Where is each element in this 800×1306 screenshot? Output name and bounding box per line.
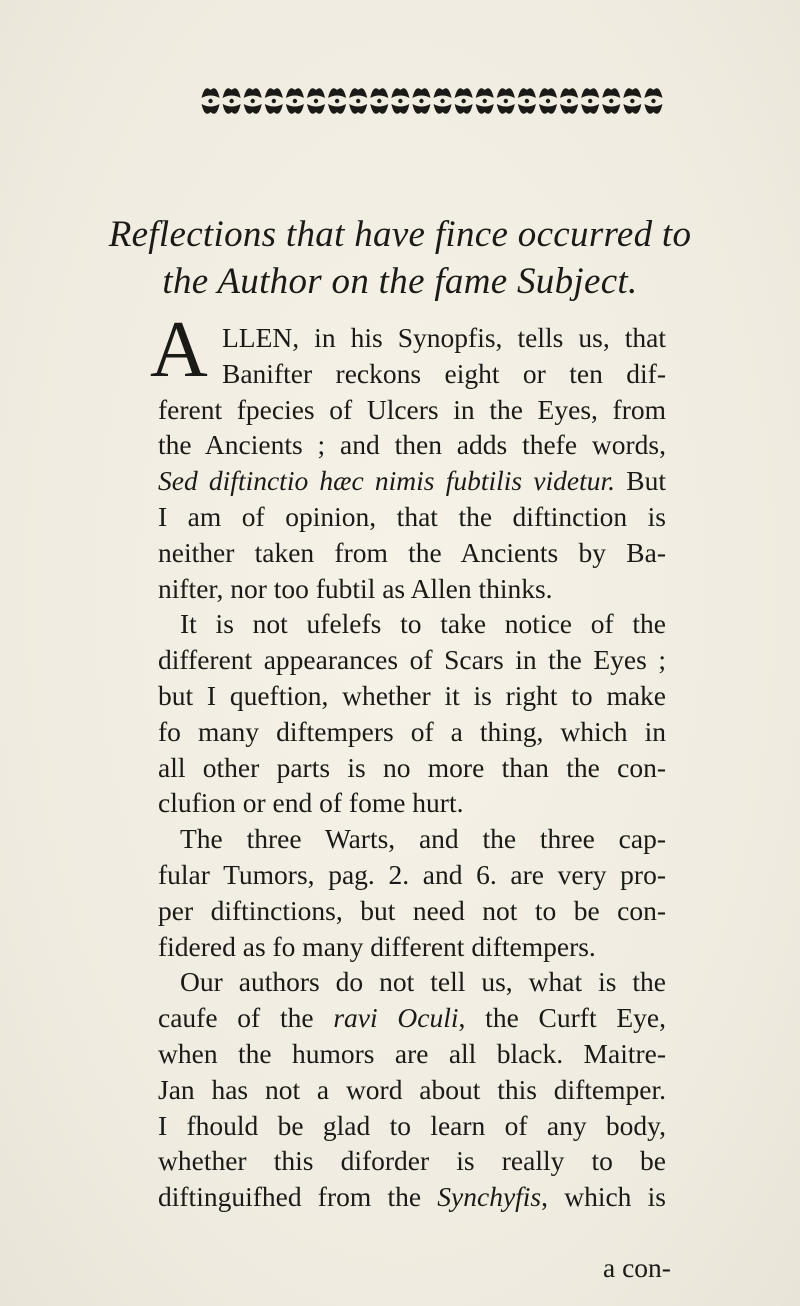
- ornament-fleuron: [518, 88, 536, 114]
- ornament-fleuron: [602, 88, 620, 114]
- text-line: but I queftion, whether it is right to make: [158, 679, 666, 711]
- text-line: the Ancients ; and then adds thefe words,: [158, 429, 666, 461]
- text-line: different appearances of Scars in the Eyes ;: [158, 644, 666, 676]
- ornament-fleuron: [434, 88, 452, 114]
- ornament-fleuron: [412, 88, 430, 114]
- text-line: Sed diftinctio hæc nimis fubtilis videtur. But: [158, 465, 667, 497]
- catchword: a con-: [603, 1252, 671, 1283]
- text-line: caufe of the ravi Oculi, the Curft Eye,: [158, 1002, 666, 1034]
- drop-cap: A: [150, 306, 208, 394]
- ornament-fleuron: [286, 88, 304, 114]
- text-line: fo many diftempers of a thing, which in: [158, 715, 666, 747]
- text-line: LLEN, in his Synopfis, tells us, that: [222, 322, 666, 353]
- text-line: The three Warts, and the three cap-: [180, 823, 666, 855]
- text-line: diftinguifhed from the Synchyfis, which is: [158, 1181, 666, 1213]
- text-line: I am of opinion, that the diftinction is: [158, 500, 666, 532]
- ornament-fleuron: [581, 88, 599, 114]
- ornament-fleuron: [349, 88, 367, 114]
- text-line: ferent fpecies of Ulcers in the Eyes, from: [158, 393, 666, 425]
- ornament-fleuron: [328, 88, 346, 114]
- ornament-fleuron: [644, 88, 662, 114]
- ornament-fleuron: [223, 88, 241, 114]
- text-line: I fhould be glad to learn of any body,: [158, 1109, 666, 1141]
- section-heading-line-1: Reflections that have fince occurred to: [108, 214, 692, 255]
- first-paragraph-opening: [222, 320, 666, 392]
- section-heading-line-2: the Author on the fame Subject.: [162, 261, 638, 302]
- ornament-fleuron: [539, 88, 557, 114]
- ornament-fleuron: [623, 88, 641, 114]
- ornament-fleuron: [455, 88, 473, 114]
- text-line: fidered as fo many different diftempers.: [158, 930, 596, 962]
- ornament-fleuron: [497, 88, 515, 114]
- text-line: Banifter reckons eight or ten dif-: [222, 357, 666, 389]
- ornament-fleuron: [244, 88, 262, 114]
- printers-ornament-row-icon: [200, 78, 664, 124]
- ornament-fleuron: [307, 88, 325, 114]
- text-line: Jan has not a word about this diftemper.: [158, 1073, 666, 1105]
- ornament-fleuron: [202, 88, 220, 114]
- ornament-fleuron: [265, 88, 283, 114]
- text-line: when the humors are all black. Maitre-: [158, 1037, 666, 1069]
- text-line: neither taken from the Ancients by Ba-: [158, 536, 666, 568]
- text-line: clufion or end of fome hurt.: [158, 787, 464, 819]
- ornament-fleuron: [391, 88, 409, 114]
- ornament-fleuron: [560, 88, 578, 114]
- text-line: whether this diforder is really to be: [158, 1145, 666, 1177]
- text-line: Our authors do not tell us, what is the: [180, 966, 666, 998]
- ornament-fleuron: [476, 88, 494, 114]
- body-text: [158, 392, 666, 1215]
- text-line: nifter, nor too fubtil as Allen thinks.: [158, 572, 553, 604]
- text-line: It is not ufelefs to take notice of the: [180, 608, 666, 640]
- text-line: fular Tumors, pag. 2. and 6. are very pro-: [158, 858, 666, 890]
- text-line: all other parts is no more than the con-: [158, 751, 666, 783]
- ornament-fleuron: [370, 88, 388, 114]
- text-line: per diftinctions, but need not to be con-: [158, 894, 666, 926]
